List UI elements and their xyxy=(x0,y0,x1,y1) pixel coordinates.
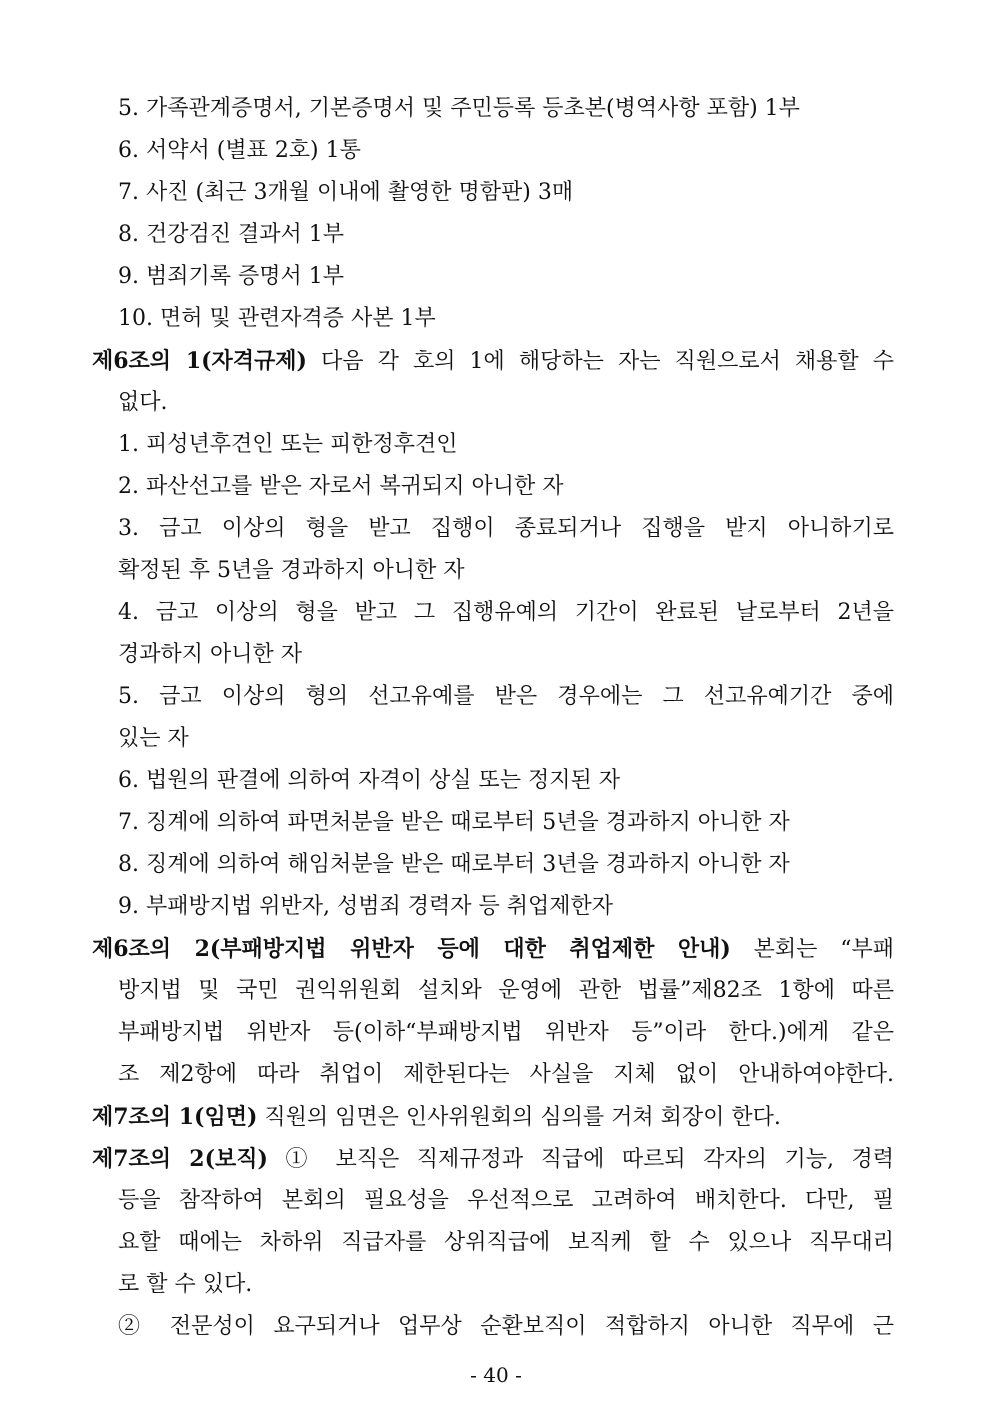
article-7-1-line xyxy=(92,1102,781,1133)
article-heading: 제7조의 1(임면) xyxy=(92,1104,258,1130)
page-number: - 40 - xyxy=(470,1363,522,1387)
article-heading: 제6조의 2(부패방지법 위반자 등에 대한 취업제한 안내) xyxy=(92,936,731,962)
article-text: 본회는 “부패 xyxy=(730,937,894,962)
article-text: 조 제2항에 따라 취업이 제한된다는 사실을 지체 없이 안내하여야한다. xyxy=(118,1062,894,1087)
article-6-1-line xyxy=(92,346,894,377)
list-item: 6. 법원의 판결에 의하여 자격이 상실 또는 정지된 자 xyxy=(118,768,620,793)
article-text: 부패방지법 위반자 등(이하“부패방지법 위반자 등”이라 한다.)에게 같은 xyxy=(118,1020,894,1045)
article-text: 등을 참작하여 본회의 필요성을 우선적으로 고려하여 배치한다. 다만, 필 xyxy=(118,1188,894,1213)
article-heading: 제6조의 1(자격규제) xyxy=(92,348,307,374)
article-text: 방지법 및 국민 권익위원회 설치와 운영에 관한 법률”제82조 1항에 따른 xyxy=(118,978,894,1003)
list-item: 3. 금고 이상의 형을 받고 집행이 종료되거나 집행을 받지 아니하기로 xyxy=(118,516,894,541)
article-text: 다음 각 호의 1에 해당하는 자는 직원으로서 채용할 수 xyxy=(306,349,894,374)
list-item: 7. 징계에 의하여 파면처분을 받은 때로부터 5년을 경과하지 아니한 자 xyxy=(118,810,790,835)
list-item: 9. 범죄기록 증명서 1부 xyxy=(118,264,344,289)
article-heading: 제7조의 2(보직) xyxy=(92,1146,268,1172)
list-item: 5. 금고 이상의 형의 선고유예를 받은 경우에는 그 선고유예기간 중에 xyxy=(118,684,894,709)
article-text: 직원의 임면은 인사위원회의 심의를 거쳐 회장이 한다. xyxy=(257,1105,781,1130)
list-item: 9. 부패방지법 위반자, 성범죄 경력자 등 취업제한자 xyxy=(118,894,613,919)
list-item: 있는 자 xyxy=(118,726,189,751)
article-6-2-line xyxy=(92,934,894,965)
article-text: 요할 때에는 차하위 직급자를 상위직급에 보직케 할 수 있으나 직무대리 xyxy=(118,1230,894,1255)
list-item: 5. 가족관계증명서, 기본증명서 및 주민등록 등초본(병역사항 포함) 1부 xyxy=(118,96,800,121)
list-item: 6. 서약서 (별표 2호) 1통 xyxy=(118,138,361,163)
list-item: 확정된 후 5년을 경과하지 아니한 자 xyxy=(118,558,465,583)
article-text: 없다. xyxy=(118,390,168,415)
article-text: ① 보직은 직제규정과 직급에 따르되 각자의 기능, 경력 xyxy=(267,1147,895,1172)
article-text: 로 할 수 있다. xyxy=(118,1272,253,1297)
list-item: 8. 징계에 의하여 해임처분을 받은 때로부터 3년을 경과하지 아니한 자 xyxy=(118,852,790,877)
list-item: 2. 파산선고를 받은 자로서 복귀되지 아니한 자 xyxy=(118,474,564,499)
list-item: 10. 면허 및 관련자격증 사본 1부 xyxy=(118,306,436,331)
list-item: 4. 금고 이상의 형을 받고 그 집행유예의 기간이 완료된 날로부터 2년을 xyxy=(118,600,894,625)
list-item: 경과하지 아니한 자 xyxy=(118,642,303,667)
article-text: ② 전문성이 요구되거나 업무상 순환보직이 적합하지 아니한 직무에 근 xyxy=(118,1314,894,1339)
list-item: 8. 건강검진 결과서 1부 xyxy=(118,222,344,247)
list-item: 7. 사진 (최근 3개월 이내에 촬영한 명함판) 3매 xyxy=(118,180,574,205)
article-7-2-line xyxy=(92,1144,894,1175)
list-item: 1. 피성년후견인 또는 피한정후견인 xyxy=(118,432,458,457)
